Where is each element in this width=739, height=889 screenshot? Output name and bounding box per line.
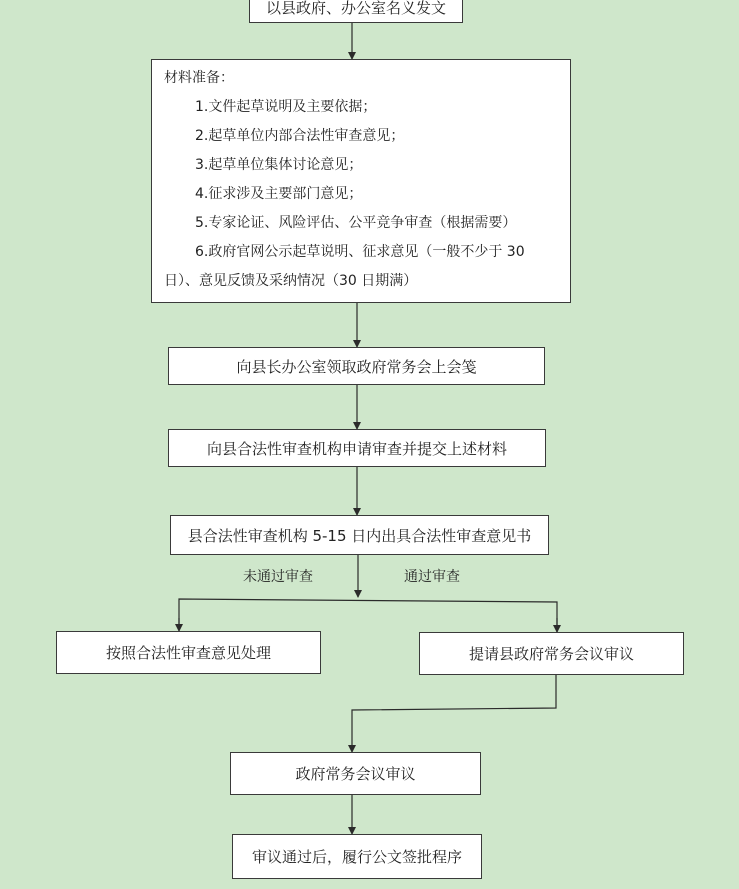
step-submit-box bbox=[168, 429, 546, 467]
branch-bar bbox=[179, 599, 557, 632]
connector-pass-to-meeting bbox=[352, 675, 556, 752]
materials-heading: 材料准备： bbox=[164, 70, 234, 86]
step-meeting-label: 政府常务会议审议 bbox=[295, 765, 416, 783]
step-submit-label: 向县合法性审查机构申请审查并提交上述材料 bbox=[206, 439, 507, 458]
branch-pass-label: 通过审查 bbox=[404, 569, 460, 585]
step-final-label: 审议通过后，履行公文签批程序 bbox=[251, 848, 462, 866]
step-pass-submit-box bbox=[419, 632, 684, 675]
top-box-label: 以县政府、办公室名义发文 bbox=[265, 0, 446, 17]
materials-item: 1.文件起草说明及主要依据； bbox=[195, 99, 377, 115]
materials-item: 6.政府官网公示起草说明、征求意见（一般不少于 30 bbox=[195, 244, 525, 260]
materials-item-continuation: 日）、意见反馈及采纳情况（30 日期满） bbox=[164, 273, 418, 289]
step-meeting-box bbox=[230, 752, 481, 795]
materials-item: 3.起草单位集体讨论意见； bbox=[195, 157, 363, 173]
step-pass-submit-label: 提请县政府常务会议审议 bbox=[468, 645, 634, 663]
materials-item: 4.征求涉及主要部门意见； bbox=[195, 186, 363, 202]
top-box bbox=[249, 0, 463, 23]
step-fail-handle-box bbox=[56, 631, 321, 674]
materials-item: 2.起草单位内部合法性审查意见； bbox=[195, 128, 405, 144]
materials-item: 5.专家论证、风险评估、公平竞争审查（根据需要） bbox=[195, 215, 517, 231]
step-opinion-box bbox=[170, 515, 549, 555]
step-sign-box bbox=[168, 347, 545, 385]
materials-box bbox=[151, 59, 571, 303]
step-sign-label: 向县长办公室领取政府常务会上会笺 bbox=[236, 357, 477, 376]
branch-fail-label: 未通过审查 bbox=[243, 569, 313, 585]
step-final-box bbox=[232, 834, 482, 879]
step-opinion-label: 县合法性审查机构 5-15 日内出具合法性审查意见书 bbox=[187, 526, 532, 545]
step-fail-handle-label: 按照合法性审查意见处理 bbox=[105, 644, 271, 662]
